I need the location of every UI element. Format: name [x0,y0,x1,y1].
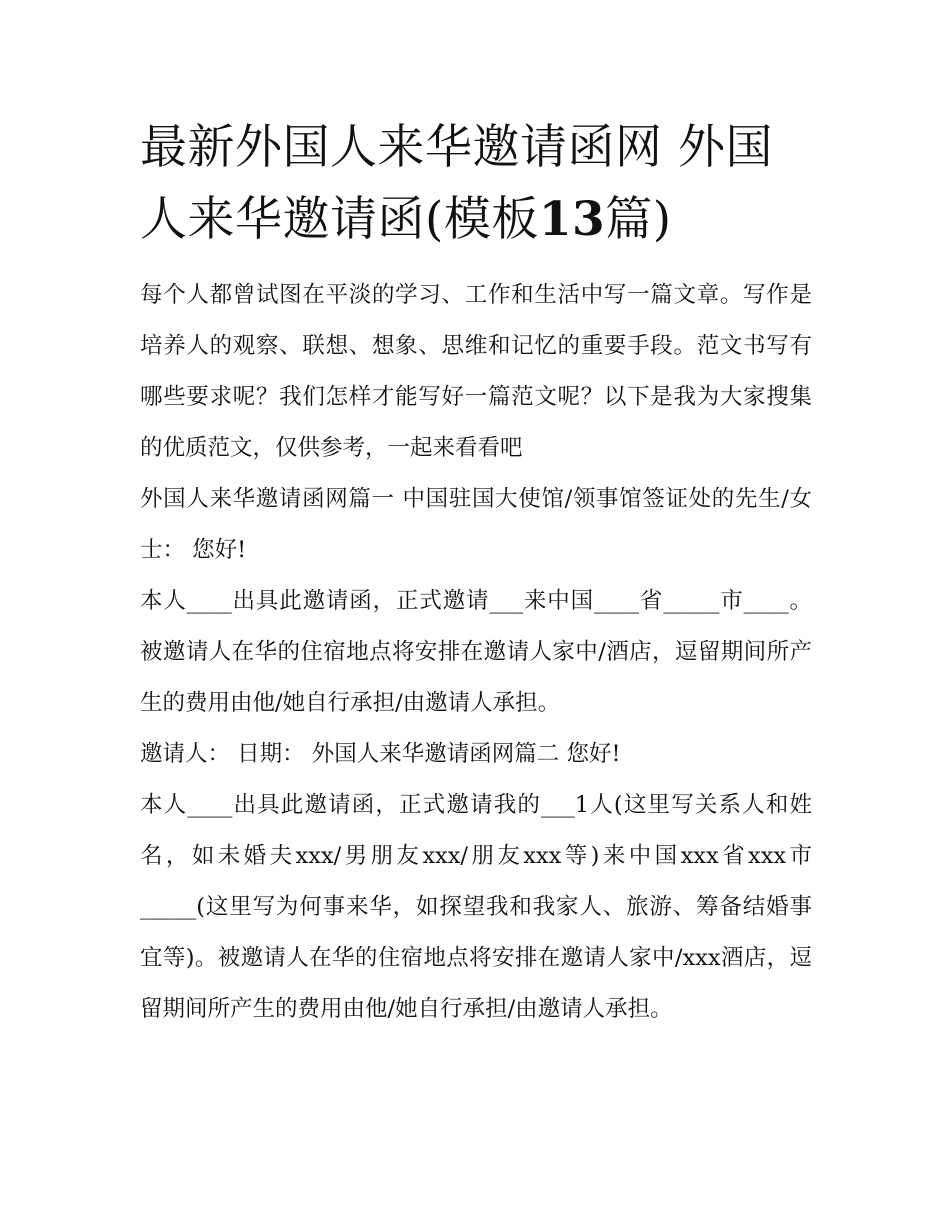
paragraph-letter-two-body: 本人____出具此邀请函，正式邀请我的___1人(这里写关系人和姓名，如未婚夫xxx/男朋友xxx/朋友xxx等)来中国xxx省xxx市_____(这里写为何事来华，如探望我和我家人、旅游、筹备结婚事宜等)。被邀请人在华的住宿地点将安排在邀请人家中/xxx酒店，逗留期间所产生的费用由他/她自行承担/由邀请人承担。 [140,792,812,1022]
paragraph-signature-and-letter-two-opening: 邀请人： 日期： 外国人来华邀请函网篇二 您好! [140,741,621,767]
document-body [140,270,812,1035]
document-content [140,112,812,1035]
paragraph-letter-one-body: 本人____出具此邀请函，正式邀请___来中国____省_____市____。被邀请人在华的住宿地点将安排在邀请人家中/酒店，逗留期间所产生的费用由他/她自行承担/由邀请人承担。 [140,588,812,716]
paragraph-intro: 每个人都曾试图在平淡的学习、工作和生活中写一篇文章。写作是培养人的观察、联想、想象、思维和记忆的重要手段。范文书写有哪些要求呢？我们怎样才能写好一篇范文呢？以下是我为大家搜集的优质范文，仅供参考，一起来看看吧 [140,282,812,461]
paragraph-letter-one-opening: 外国人来华邀请函网篇一 中国驻国大使馆/领事馆签证处的先生/女士： 您好! [140,486,812,563]
document-title: 最新外国人来华邀请函网 外国人来华邀请函(模板13篇) [140,120,773,247]
title-number: 13 [538,192,606,247]
